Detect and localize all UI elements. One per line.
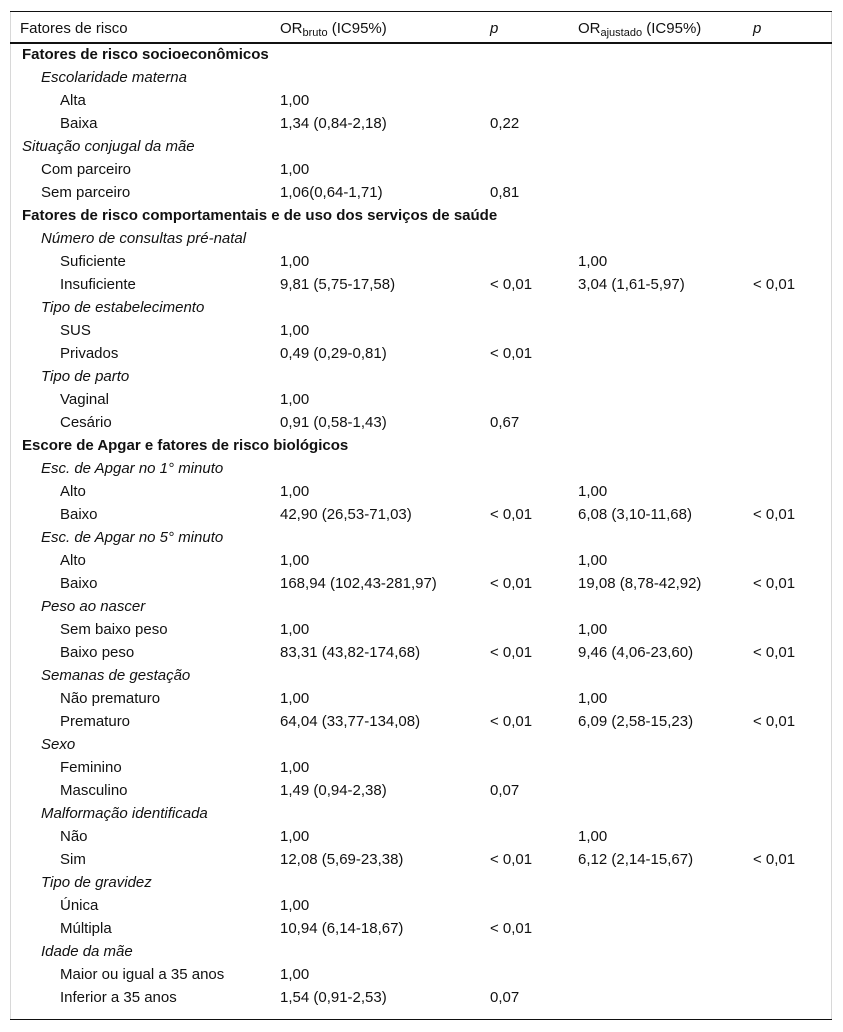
table-row (10, 917, 832, 940)
or-bruto-cell: 1,00 (280, 92, 310, 109)
table-row (10, 687, 832, 710)
group-row (10, 66, 832, 89)
or-ajustado-cell (568, 986, 743, 1009)
group-label: Número de consultas pré-natal (41, 230, 247, 247)
group-row (10, 802, 832, 825)
group-label: Sexo (41, 736, 76, 753)
p-ajustado-cell: < 0,01 (753, 644, 796, 661)
p-ajustado-cell (743, 480, 832, 503)
group-label: Tipo de gravidez (41, 874, 152, 891)
header-p-bruto: p (490, 19, 499, 37)
or-ajustado-cell: 1,00 (578, 621, 608, 638)
or-bruto-cell: 1,34 (0,84-2,18) (280, 115, 387, 132)
p-ajustado-cell (743, 411, 832, 434)
header-or-ajustado: $OR_{ajustado}$ (IC95%) (578, 19, 702, 39)
table-row (10, 779, 832, 802)
p-bruto-cell (480, 549, 568, 572)
risk-factor-label: Cesário (60, 414, 112, 431)
risk-factor-label: Insuficiente (60, 276, 136, 293)
or-ajustado-cell: 19,08 (8,78-42,92) (578, 575, 702, 592)
p-bruto-cell (480, 388, 568, 411)
p-bruto-cell (480, 756, 568, 779)
or-ajustado-cell (568, 158, 743, 181)
or-ajustado-cell: 1,00 (578, 253, 608, 270)
or-ajustado-cell: 1,00 (578, 690, 608, 707)
group-label: Semanas de gestação (41, 667, 191, 684)
risk-factor-label: Feminino (60, 759, 122, 776)
or-bruto-cell: 64,04 (33,77-134,08) (280, 713, 421, 730)
risk-factor-label: SUS (60, 322, 91, 339)
risk-factor-label: Baixo (60, 506, 98, 523)
or-bruto-cell: 9,81 (5,75-17,58) (280, 276, 396, 293)
or-bruto-cell: 0,49 (0,29-0,81) (280, 345, 387, 362)
risk-factor-label: Maior ou igual a 35 anos (60, 966, 225, 983)
table-row (10, 618, 832, 641)
risk-factor-label: Sem parceiro (41, 184, 131, 201)
p-bruto-cell (480, 618, 568, 641)
group-label: Tipo de parto (41, 368, 130, 385)
risk-factor-label: Baixo peso (60, 644, 135, 661)
p-ajustado-cell (743, 89, 832, 112)
table-row (10, 112, 832, 135)
risk-factor-label: Não (60, 828, 88, 845)
group-row (10, 940, 832, 963)
header-risk-factors: Fatores de risco (20, 19, 128, 37)
p-ajustado-cell: < 0,01 (753, 575, 796, 592)
p-ajustado-cell (743, 825, 832, 848)
p-bruto-cell: 0,81 (490, 184, 520, 201)
header-or-bruto: $OR_{bruto}$ (IC95%) (280, 19, 387, 39)
p-bruto-cell: < 0,01 (490, 575, 533, 592)
p-bruto-cell: 0,67 (490, 414, 520, 431)
group-row (10, 365, 832, 388)
table-row (10, 89, 832, 112)
table-row (10, 549, 832, 572)
table-row (10, 250, 832, 273)
or-bruto-cell: 1,00 (280, 759, 310, 776)
group-row (10, 595, 832, 618)
p-bruto-cell (480, 89, 568, 112)
p-bruto-cell: 0,07 (490, 782, 520, 799)
group-row (10, 733, 832, 756)
risk-factor-label: Múltipla (60, 920, 112, 937)
table-row (10, 503, 832, 526)
or-bruto-cell: 168,94 (102,43-281,97) (280, 575, 437, 592)
table-row (10, 572, 832, 595)
p-bruto-cell: < 0,01 (490, 851, 533, 868)
or-bruto-cell: 83,31 (43,82-174,68) (280, 644, 421, 661)
table-row (10, 641, 832, 664)
group-label: Peso ao nascer (41, 598, 146, 615)
or-bruto-cell: 10,94 (6,14-18,67) (280, 920, 404, 937)
risk-factor-label: Vaginal (60, 391, 109, 408)
p-ajustado-cell (743, 549, 832, 572)
group-label: Esc. de Apgar no 5° minuto (41, 529, 224, 546)
p-bruto-cell (480, 687, 568, 710)
risk-factor-label: Sem baixo peso (60, 621, 168, 638)
table-row (10, 480, 832, 503)
group-label: Malformação identificada (41, 805, 208, 822)
table-row (10, 848, 832, 871)
section-row (10, 434, 832, 457)
risk-factor-label: Inferior a 35 anos (60, 989, 177, 1006)
p-ajustado-cell (743, 986, 832, 1009)
risk-factor-label: Suficiente (60, 253, 126, 270)
p-ajustado-cell (743, 112, 832, 135)
p-bruto-cell (480, 480, 568, 503)
group-row (10, 871, 832, 894)
risk-factor-label: Alta (60, 92, 86, 109)
or-ajustado-cell (568, 779, 743, 802)
table-row (10, 894, 832, 917)
or-bruto-cell: 1,00 (280, 483, 310, 500)
p-ajustado-cell (743, 779, 832, 802)
or-ajustado-cell: 3,04 (1,61-5,97) (578, 276, 685, 293)
table-row (10, 319, 832, 342)
p-bruto-cell (480, 825, 568, 848)
header-row (10, 13, 832, 43)
p-ajustado-cell (743, 319, 832, 342)
risk-factor-label: Baixo (60, 575, 98, 592)
p-ajustado-cell (743, 181, 832, 204)
table-body (10, 43, 832, 1009)
or-ajustado-cell (568, 917, 743, 940)
section-label: Escore de Apgar e fatores de risco biológicos (22, 437, 349, 454)
p-ajustado-cell: < 0,01 (753, 276, 796, 293)
table-row (10, 710, 832, 733)
or-bruto-cell: 1,54 (0,91-2,53) (280, 989, 387, 1006)
or-bruto-cell: 1,00 (280, 253, 310, 270)
section-label: Fatores de risco comportamentais e de uso dos serviços de saúde (22, 207, 498, 224)
table-row (10, 158, 832, 181)
p-bruto-cell: < 0,01 (490, 920, 533, 937)
or-bruto-cell: 1,06(0,64-1,71) (280, 184, 383, 201)
table-row (10, 273, 832, 296)
bottom-rule (10, 1019, 832, 1020)
p-ajustado-cell (743, 158, 832, 181)
p-bruto-cell (480, 963, 568, 986)
section-label: Fatores de risco socioeconômicos (22, 46, 269, 63)
or-ajustado-cell (568, 411, 743, 434)
or-bruto-cell: 12,08 (5,69-23,38) (280, 851, 404, 868)
p-bruto-cell: 0,07 (490, 989, 520, 1006)
p-ajustado-cell (743, 917, 832, 940)
table-row (10, 411, 832, 434)
p-ajustado-cell (743, 618, 832, 641)
or-ajustado-cell (568, 181, 743, 204)
table-row (10, 388, 832, 411)
or-ajustado-cell: 1,00 (578, 552, 608, 569)
table-row (10, 181, 832, 204)
p-bruto-cell (480, 250, 568, 273)
p-bruto-cell: < 0,01 (490, 345, 533, 362)
or-ajustado-cell (568, 342, 743, 365)
or-ajustado-cell (568, 319, 743, 342)
or-ajustado-cell (568, 894, 743, 917)
p-ajustado-cell: < 0,01 (753, 713, 796, 730)
table-row (10, 825, 832, 848)
or-ajustado-cell: 6,12 (2,14-15,67) (578, 851, 694, 868)
group-label: Situação conjugal da mãe (22, 138, 195, 155)
or-bruto-cell: 1,00 (280, 897, 310, 914)
p-ajustado-cell (743, 342, 832, 365)
risk-factor-label: Baixa (60, 115, 98, 132)
group-row (10, 664, 832, 687)
or-ajustado-cell (568, 963, 743, 986)
p-ajustado-cell (743, 687, 832, 710)
or-ajustado-cell (568, 89, 743, 112)
or-bruto-cell: 1,00 (280, 322, 310, 339)
group-row (10, 227, 832, 250)
risk-factor-label: Não prematuro (60, 690, 161, 707)
table-row (10, 963, 832, 986)
top-rule (10, 11, 832, 12)
or-bruto-cell: 0,91 (0,58-1,43) (280, 414, 387, 431)
risk-factor-label: Prematuro (60, 713, 131, 730)
or-ajustado-cell: 1,00 (578, 483, 608, 500)
p-bruto-cell: 0,22 (490, 115, 520, 132)
risk-factor-label: Masculino (60, 782, 128, 799)
section-row (10, 43, 832, 66)
or-bruto-cell: 42,90 (26,53-71,03) (280, 506, 412, 523)
risk-factor-label: Privados (60, 345, 119, 362)
group-label: Idade da mãe (41, 943, 133, 960)
or-ajustado-cell: 1,00 (578, 828, 608, 845)
or-bruto-cell: 1,00 (280, 391, 310, 408)
p-bruto-cell: < 0,01 (490, 276, 533, 293)
table-row (10, 342, 832, 365)
or-ajustado-cell: 6,09 (2,58-15,23) (578, 713, 694, 730)
or-ajustado-cell: 6,08 (3,10-11,68) (578, 506, 692, 523)
group-label: Esc. de Apgar no 1° minuto (41, 460, 224, 477)
risk-factor-label: Com parceiro (41, 161, 132, 178)
p-ajustado-cell: < 0,01 (753, 506, 796, 523)
header-p-ajustado: p (753, 19, 762, 37)
group-label: Escolaridade materna (41, 69, 187, 86)
risk-factor-label: Alto (60, 483, 86, 500)
or-bruto-cell: 1,00 (280, 966, 310, 983)
p-ajustado-cell (743, 250, 832, 273)
risk-factor-label: Sim (60, 851, 86, 868)
p-bruto-cell (480, 894, 568, 917)
or-bruto-cell: 1,00 (280, 552, 310, 569)
group-row (10, 296, 832, 319)
or-ajustado-cell (568, 388, 743, 411)
or-ajustado-cell (568, 112, 743, 135)
p-ajustado-cell (743, 388, 832, 411)
table-row (10, 756, 832, 779)
group-row (10, 457, 832, 480)
or-ajustado-cell: 9,46 (4,06-23,60) (578, 644, 694, 661)
risk-factors-table (10, 13, 832, 1009)
risk-factor-label: Única (60, 897, 99, 914)
or-ajustado-cell (568, 756, 743, 779)
p-bruto-cell: < 0,01 (490, 644, 533, 661)
table-row (10, 986, 832, 1009)
or-bruto-cell: 1,00 (280, 621, 310, 638)
group-label: Tipo de estabelecimento (41, 299, 205, 316)
p-bruto-cell (480, 319, 568, 342)
p-ajustado-cell: < 0,01 (753, 851, 796, 868)
p-ajustado-cell (743, 894, 832, 917)
p-ajustado-cell (743, 756, 832, 779)
p-bruto-cell: < 0,01 (490, 713, 533, 730)
or-bruto-cell: 1,00 (280, 828, 310, 845)
or-bruto-cell: 1,00 (280, 690, 310, 707)
p-bruto-cell: < 0,01 (490, 506, 533, 523)
section-row (10, 204, 832, 227)
group-row (10, 135, 832, 158)
p-bruto-cell (480, 158, 568, 181)
or-bruto-cell: 1,00 (280, 161, 310, 178)
risk-factor-label: Alto (60, 552, 86, 569)
p-ajustado-cell (743, 963, 832, 986)
group-row (10, 526, 832, 549)
or-bruto-cell: 1,49 (0,94-2,38) (280, 782, 387, 799)
